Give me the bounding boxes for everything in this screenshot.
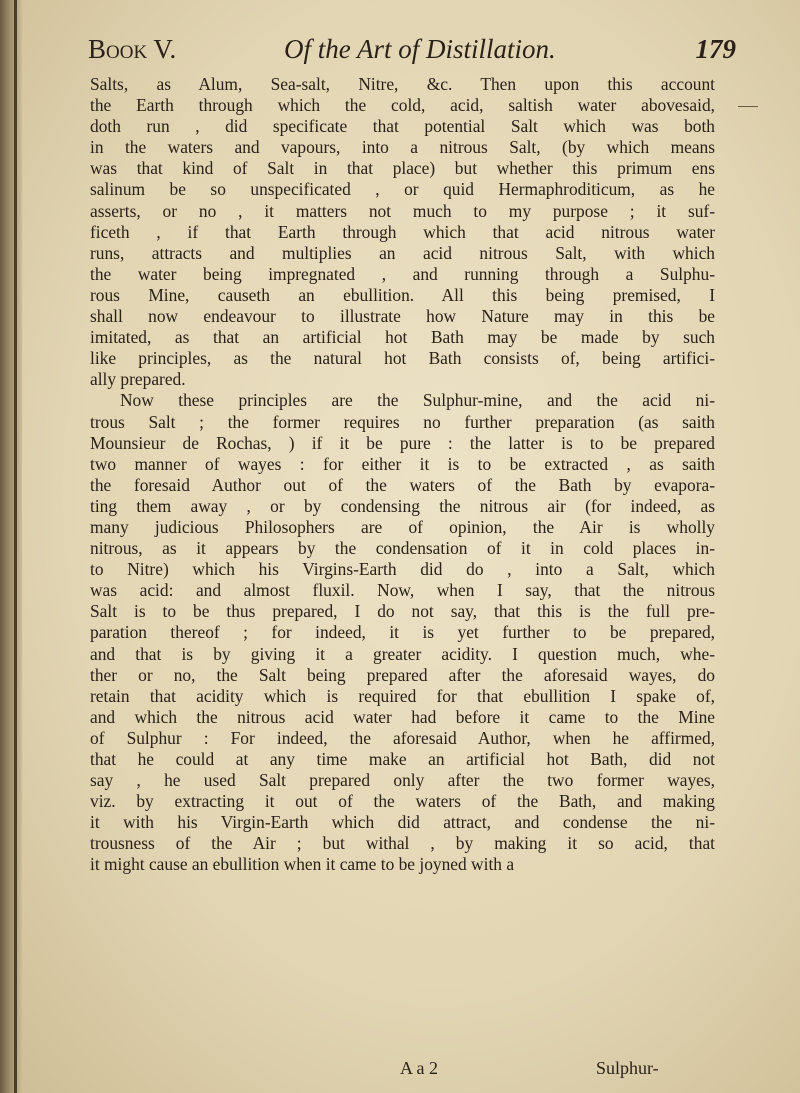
text-line: was that kind of Salt in that place) but whether this primum ens (90, 158, 715, 179)
text-line: the Earth through which the cold, acid, saltish water abovesaid, (90, 95, 715, 116)
text-line: trous Salt ; the former requires no further preparation (as saith (90, 411, 715, 432)
body-text (90, 74, 715, 876)
text-line: ally prepared. (90, 369, 186, 390)
text-line: trousness of the Air ; but withal , by making it so acid, that (90, 833, 715, 854)
text-line: doth run , did specificate that potential Salt which was both (90, 116, 715, 137)
text-line: viz. by extracting it out of the waters of the Bath, and making (90, 791, 715, 812)
text-line: it might cause an ebullition when it came to be joyned with a (90, 854, 515, 875)
text-line: was acid: and almost fluxil. Now, when I say, that the nitrous (90, 580, 715, 601)
text-line: say , he used Salt prepared only after the two former wayes, (90, 770, 715, 791)
margin-mark (738, 106, 758, 107)
text-line: runs, attracts and multiplies an acid nitrous Salt, with which (90, 242, 715, 263)
text-line: ther or no, the Salt being prepared after the aforesaid wayes, do (90, 664, 715, 685)
text-line: salinum be so unspecificated , or quid Hermaphroditicum, as he (90, 179, 715, 200)
text-line: ficeth , if that Earth through which that acid nitrous water (90, 221, 715, 242)
text-line: Now these principles are the Sulphur-mine, and the acid ni- (120, 390, 715, 411)
text-line: asserts, or no , it matters not much to my purpose ; it suf- (90, 200, 715, 221)
text-line: like principles, as the natural hot Bath consists of, being artifici- (90, 348, 715, 369)
text-line: it with his Virgin-Earth which did attract, and condense the ni- (90, 812, 715, 833)
text-line: Salt is to be thus prepared, I do not say, that this is the full pre- (90, 601, 715, 622)
text-line: in the waters and vapours, into a nitrous Salt, (by which means (90, 137, 715, 158)
text-line: shall now endeavour to illustrate how Nature may in this be (90, 306, 715, 327)
text-line: many judicious Philosophers are of opinion, the Air is wholly (90, 516, 715, 537)
text-line: and which the nitrous acid water had before it came to the Mine (90, 706, 715, 727)
text-line: ting them away , or by condensing the nitrous air (for indeed, as (90, 495, 715, 516)
gutter-rule (14, 0, 17, 1093)
text-line: that he could at any time make an artificial hot Bath, did not (90, 749, 715, 769)
text-line: the water being impregnated , and running through a Sulphu- (90, 263, 715, 284)
chapter-title: Of the Art of Distillation. (284, 34, 556, 64)
text-line: of Sulphur : For indeed, the aforesaid Author, when he affirmed, (90, 727, 715, 748)
text-line: nitrous, as it appears by the condensation of it in cold places in- (90, 538, 715, 559)
text-line: to Nitre) which his Virgins-Earth did do , into a Salt, which (90, 559, 715, 580)
page-gutter (0, 0, 22, 1093)
text-line: retain that acidity which is required for that ebullition I spake of, (90, 685, 715, 706)
running-head (88, 34, 736, 74)
text-line: imitated, as that an artificial hot Bath may be made by such (90, 327, 715, 348)
book-number: Book V. (88, 34, 177, 64)
text-line: Salts, as Alum, Sea-salt, Nitre, &c. Then upon this account (90, 74, 715, 94)
text-line: the foresaid Author out of the waters of the Bath by evapora- (90, 474, 715, 495)
text-line: Mounsieur de Rochas, ) if it be pure : the latter is to be prepared (90, 432, 715, 453)
text-line: and that is by giving it a greater acidity. I question much, whe- (90, 643, 715, 664)
text-line: two manner of wayes : for either it is to be extracted , as saith (90, 453, 715, 474)
catchword: Sulphur- (596, 1058, 659, 1078)
page-number: 179 (695, 34, 736, 64)
signature-mark: A a 2 (400, 1058, 438, 1078)
text-line: rous Mine, causeth an ebullition. All this being premised, I (90, 284, 715, 305)
text-line: paration thereof ; for indeed, it is yet further to be prepared, (90, 622, 715, 643)
